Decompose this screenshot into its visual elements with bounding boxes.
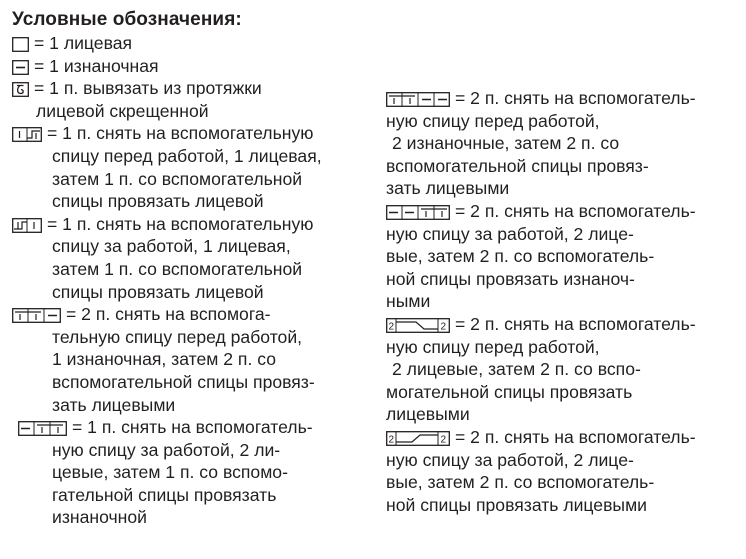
legend-text: = 1 п. снять на вспомогательную [47,213,314,234]
legend-text: 1 изнаночная, затем 2 п. со [52,349,277,370]
legend-text: ными [386,291,431,312]
legend-text: вые, затем 2 п. со вспомогатель- [386,246,655,267]
legend-text: = 1 п. снять на вспомогательную [47,123,314,144]
legend-text: лицевыми [386,404,470,425]
legend-text: спицы провязать лицевой [52,191,264,212]
cable-count-label: 2 [388,434,395,446]
legend-text: тельную спицу перед работой, [52,326,303,347]
legend-text: могательной спицы провязать [386,381,633,402]
legend-text: = 1 изнаночная [34,55,159,76]
cable-count-label: 2 [440,321,447,333]
legend-left-column [12,32,364,529]
cable-count-label: 2 [388,321,395,333]
legend-text: затем 1 п. со вспомогательной [52,168,303,189]
legend-entry-purl [12,55,364,78]
cross-front-2-1-purl-symbol-icon [12,308,61,323]
cross-front-2-2-purl-symbol-icon [386,92,450,107]
cross-back-2-2-knit-symbol-icon [386,205,450,220]
cross-back-1x1-symbol-icon [12,218,42,233]
cross-front-1x1-symbol-icon [12,127,42,142]
legend-text: = 1 п. снять на вспомогатель- [72,417,313,438]
legend-text: спицы провязать лицевой [52,281,264,302]
legend-entry-cross-back-2-2-knit [386,200,736,313]
legend-text: лицевой скрещенной [36,100,209,121]
legend-text: вспомогательной спицы провяз- [386,155,649,176]
legend-text: ную спицу за работой, 2 ли- [52,439,281,460]
legend-text: вые, затем 2 п. со вспомогатель- [386,472,655,493]
legend-text: ной спицы провязать изнаноч- [386,268,635,289]
legend-entry-cross-front-1x1 [12,122,364,212]
legend-entry-twisted-knit [12,77,364,122]
legend-text: вспомогательной спицы провяз- [52,371,315,392]
legend-text: 2 лицевые, затем 2 п. со вспо- [392,359,641,380]
cross-back-1-2-knit-symbol-icon [18,421,67,436]
legend-right-column [386,87,736,516]
legend-entry-cable-back-2x2 [386,426,736,516]
legend-text: спицу перед работой, 1 лицевая, [52,145,322,166]
legend-text: ную спицу за работой, 2 лице- [386,449,634,470]
cable-back-2x2-symbol-icon [386,431,450,446]
legend-text: зать лицевыми [386,178,510,199]
cable-front-2x2-symbol-icon [386,318,450,333]
cable-count-label: 2 [440,434,447,446]
legend-text: ную спицу перед работой, [386,336,600,357]
legend-text: ной спицы провязать лицевыми [386,494,648,515]
legend-text: = 2 п. снять на вспомогатель- [455,426,696,447]
legend-text: изнаночной [52,507,148,528]
legend-text: = 2 п. снять на вспомога- [66,304,271,325]
legend-text: ную спицу за работой, 2 лице- [386,223,634,244]
knit-symbol-icon [12,37,29,52]
legend-entry-cross-front-2-1-purl [12,303,364,416]
legend-text: = 2 п. снять на вспомогатель- [455,88,696,108]
legend-text: цевые, затем 1 п. со вспомо- [52,462,288,483]
twisted-knit-symbol-icon [12,82,29,97]
legend-text: затем 1 п. со вспомогательной [52,258,303,279]
legend-entry-cross-front-2-2-purl [386,87,736,200]
legend-text: зать лицевыми [52,394,176,415]
legend-entry-knit [12,32,364,55]
legend-entry-cross-back-1x1 [12,213,364,303]
legend-text: = 2 п. снять на вспомогатель- [455,313,696,334]
purl-symbol-icon [12,60,29,75]
legend-text: ную спицу перед работой, [386,110,600,131]
legend-text: = 1 лицевая [34,33,133,53]
legend-text: = 2 п. снять на вспомогатель- [455,200,696,221]
legend-entry-cable-front-2x2 [386,313,736,426]
legend-text: гательной спицы провязать [52,484,277,505]
legend-text: 2 изнаночные, затем 2 п. со [392,133,620,154]
legend-title: Условные обозначения: [12,9,242,30]
legend-entry-cross-back-1-2-knit [12,416,364,529]
legend-text: = 1 п. вывязать из протяжки [34,78,262,99]
legend-text: спицу за работой, 1 лицевая, [52,236,291,257]
